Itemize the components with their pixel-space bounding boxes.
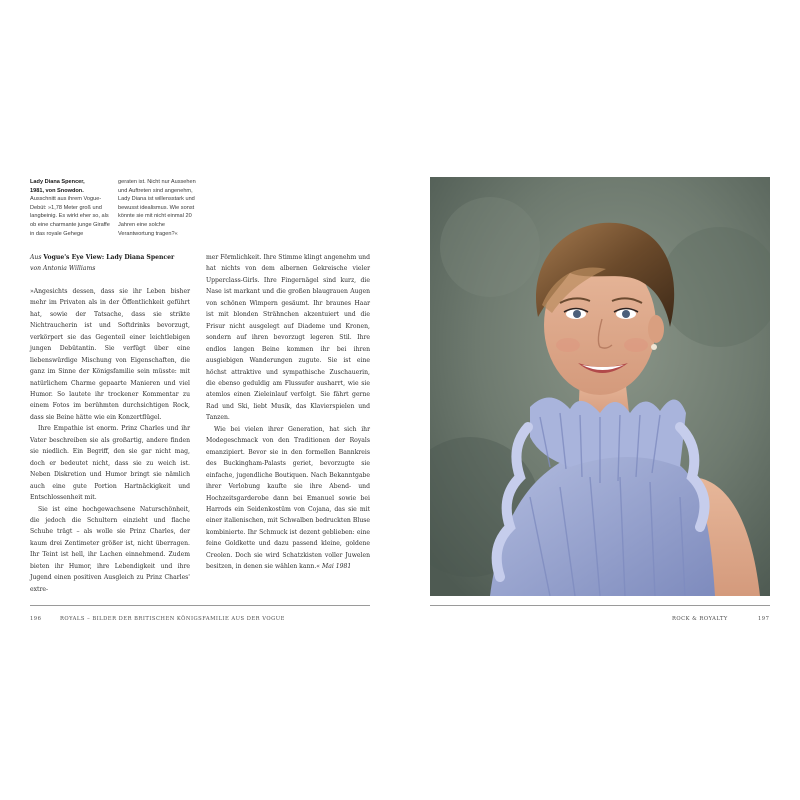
article-column-1 [30, 252, 190, 595]
article-paragraph-1: »Angesichts dessen, dass sie ihr Leben bisher mehr im Privaten als in der Öffentlichkeit geführt hat, sowie der Tatsache, dass sie strikte Nichtraucherin ist und Softdrinks bevorzugt, verkörpert sie das Gegenteil einer leichtlebigen jungen Debütantin. Sie verfügt über eine liebenswürdige Mischung von Eigenschaften, die ganz im Sinne der Königsfamilie sein müsste: mit natürlichem Charme gepaarte Manieren und viel Humor. So lautete ihr trockener Kommentar zu einem Fotos im berühmten durchsichtigen Rock, dass sie Beine hätte wie ein Konzertflügel. [30, 287, 190, 421]
running-title-right: ROCK & ROYALTY [672, 616, 728, 622]
article-paragraph-4: mer Förmlichkeit. Ihre Stimme klingt angenehm und hat nichts von dem albernen Gekreische vieler Upperclass-Girls. Ihre Fingernägel sind kurz, die Nase ist markant und die großen blaugrauen Augen von schönen Wimpern gesäumt. Ihr braunes Haar ist mit blonden Strähnchen akzentuiert und die Frisur nicht ausgelegt auf Diademe und Kronen, sondern auf ihren bevorzugt legeren Stil. Ihre endlos langen Beine kommen ihr bei ihren ausgiebigen Wanderungen zugute. Sie ist eine höchst attraktive und sympathische Zuschauerin, die ebenso geduldig am Flussufer ausharrt, wie sie atemlos einen Zieleinlauf verfolgt. Sie fährt gerne Rad und Ski, liebt Musik, das Klavierspielen und Tanzen. [206, 254, 370, 422]
footer-rule-right [430, 605, 770, 606]
footer-rule-left [30, 605, 370, 606]
portrait-photo [430, 177, 770, 596]
article-column-2 [206, 252, 370, 573]
article-heading-title: Vogue's Eye View: Lady Diana Spencer [43, 254, 175, 261]
article-date: Mai 1981 [321, 563, 352, 571]
photo-caption-left [30, 178, 110, 238]
running-title-left: ROYALS – BILDER DER BRITISCHEN KÖNIGSFAMILIE AUS DER VOGUE [60, 616, 285, 622]
caption-text-left: Ausschnitt aus ihrem Vogue-Debüt: »1,78 Meter groß und langbeinig. Es wirkt eher so, als ob eine charmante junge Giraffe in das royale Gehege [30, 196, 110, 237]
photo-caption-right [118, 178, 202, 238]
article-paragraph-5-text: Wie bei vielen ihrer Generation, hat sich ihr Modegeschmack von den Traditionen der Royals emanzipiert. Bevor sie in den formellen Bannkreis des Buckingham-Palasts geriet, bevorzugte sie einfache, jugendliche Boutiquen. Nach Bekanntgabe ihrer Verlobung kaufte sie ihre Abend- und Hochzeitsgarderobe dann bei Emanuel sowie bei Harrods ein Seidenkostüm von Cojana, das sie mit einer italienischen, mit Schwalben bedruckten Bluse kombinierte. Ihr Schmuck ist dezent geblieben: eine feine Goldkette und dazu passend kleine, goldene Creolen. Doch sie wird Schatzkisten voller Juwelen besitzen, in denen sie wählen kann.« [206, 425, 370, 571]
article-paragraph-3: Sie ist eine hochgewachsene Naturschönheit, die jedoch die Schultern einzieht und flache Schuhe trägt – als wolle sie Prinz Charles, der kaum drei Zentimeter größer ist, nicht überragen. Ihr Teint ist hell, ihr Lachen einnehmend. Zudem bieten ihr Humor, ihre Lebendigkeit und ihre Jugend einen positiven Ausgleich zu Prinz Charles' extre- [30, 505, 190, 593]
article-heading-prefix: Aus [30, 254, 42, 261]
caption-title-line1: Lady Diana Spencer, [30, 179, 85, 185]
caption-text-right: geraten ist. Nicht nur Aussehen und Auftreten sind angenehm, Lady Diana ist willensstark und bewusst idealismus. Wie sonst könnte sie mit nicht einmal 20 Jahren eine solche Verantwortung tragen?« [118, 179, 196, 237]
caption-title-line2: 1981, von Snowdon. [30, 187, 84, 194]
page-number-left: 196 [30, 616, 42, 622]
article-byline: von Antonia Williams [30, 265, 96, 273]
portrait-illustration [430, 177, 770, 596]
article-paragraph-2: Ihre Empathie ist enorm. Prinz Charles und ihr Vater beschreiben sie als großartig, andere finden sie niedlich. Ein Begriff, den sie gar nicht mag, doch er bedeutet nicht, dass sie zu weich ist. Neben Diskretion und Humor bringt sie nämlich auch eine gute Portion Hartnäckigkeit und Entschlossenheit mit. [30, 425, 190, 502]
article-heading [30, 252, 190, 263]
article-paragraph-5 [206, 424, 370, 573]
page-number-right: 197 [758, 616, 770, 622]
